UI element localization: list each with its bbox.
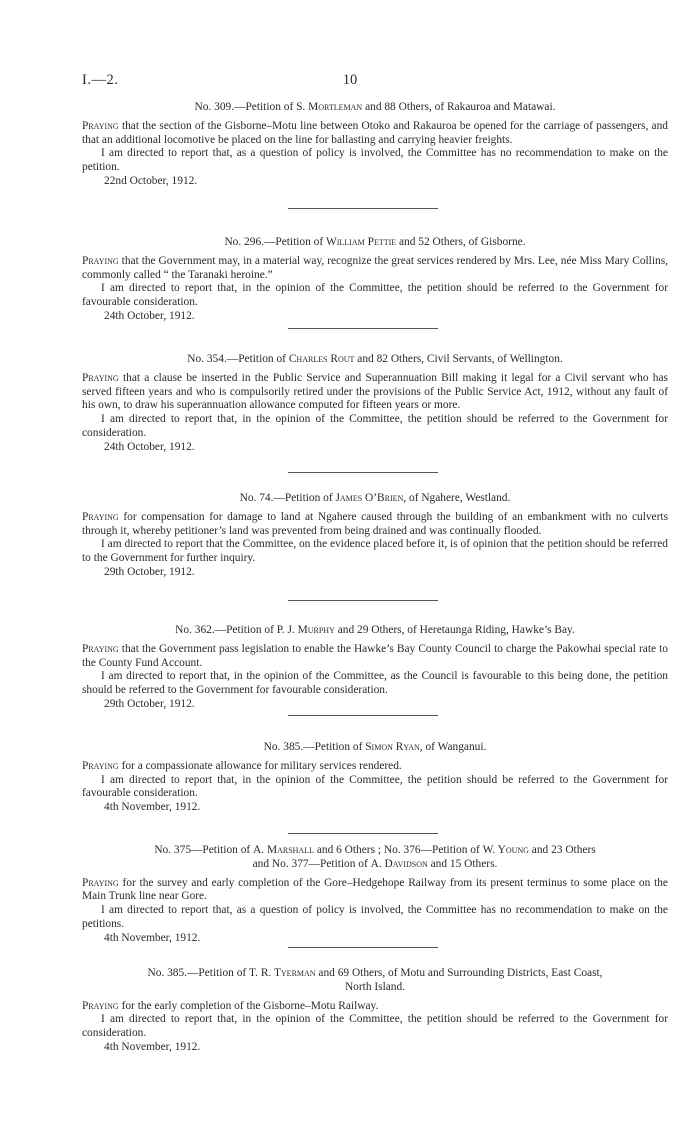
- petitioner-name: Simon Ryan: [365, 741, 420, 753]
- petition-title: No. 375—Petition of A. Marshall and 6 Others ; No. 376—Petition of W. Young and 23 Others: [154, 844, 596, 856]
- petition-title: No. 385.—Petition of Simon Ryan, of Wanganui.: [263, 741, 487, 753]
- petition-date: 4th November, 1912.: [104, 1040, 201, 1053]
- petition-title: No. 309.—Petition of S. Mortleman and 88 Others, of Rakauroa and Matawai.: [194, 101, 556, 113]
- petitioner-name: T. R. Tyerman: [249, 967, 316, 979]
- petitioner-name: P. J. Murphy: [276, 624, 335, 636]
- section-divider: [288, 833, 438, 834]
- praying-paragraph: Praying for the survey and early completion of the Gore–Hedgehope Railway from its present terminus to some place on the Main Trunk line near Gore.: [82, 876, 668, 903]
- petition-date: 24th October, 1912.: [104, 440, 195, 453]
- page-number: 10: [342, 72, 358, 88]
- petition-title-continued: and No. 377—Petition of A. Davidson and 15 Others.: [252, 857, 498, 870]
- petition-title-continued: North Island.: [344, 980, 406, 993]
- petition-entry: [82, 741, 668, 815]
- petition-entry: [82, 624, 668, 712]
- section-divider: [288, 600, 438, 601]
- petitioner-name: William Pettie: [326, 236, 397, 248]
- report-paragraph: I am directed to report that the Committee, on the evidence placed before it, is of opinion that the petition should be referred to the Government for further inquiry.: [82, 538, 668, 565]
- report-paragraph: I am directed to report that, as a question of policy is involved, the Committee has no recommendation to make on the petitions.: [82, 904, 668, 930]
- petitioner-name: W. Young: [482, 844, 529, 856]
- petitioner-name: A. Davidson: [370, 857, 428, 870]
- petition-entry: [82, 353, 668, 455]
- report-paragraph: I am directed to report that, in the opinion of the Committee, the petition should be referred to the Government for consideration.: [82, 1013, 668, 1040]
- section-divider: [288, 715, 438, 716]
- petition-date: 29th October, 1912.: [104, 565, 195, 578]
- petitioner-name: S. Mortleman: [296, 101, 363, 113]
- report-paragraph: I am directed to report that, as a question of policy is involved, the Committee has no recommendation to make on the petition.: [82, 147, 668, 174]
- petition-title: No. 362.—Petition of P. J. Murphy and 29 Others, of Heretaunga Riding, Hawke’s Bay.: [175, 624, 575, 636]
- petition-title: No. 385.—Petition of T. R. Tyerman and 69 Others, of Motu and Surrounding Districts, East Coast,: [147, 967, 603, 979]
- petition-date: 4th November, 1912.: [104, 931, 201, 944]
- petitioner-name: James O’Brien: [335, 492, 404, 504]
- section-divider: [288, 328, 438, 329]
- petition-title: No. 74.—Petition of James O’Brien, of Ngahere, Westland.: [239, 492, 511, 504]
- petition-date: 22nd October, 1912.: [104, 174, 198, 187]
- report-paragraph: I am directed to report that, in the opinion of the Committee, the petition should be referred to the Government for favourable consideration.: [82, 773, 668, 800]
- petition-date: 29th October, 1912.: [104, 697, 195, 710]
- petition-entry: [82, 844, 668, 946]
- praying-paragraph: Praying for the early completion of the Gisborne–Motu Railway.: [82, 999, 379, 1012]
- petition-entry: [82, 236, 668, 324]
- petition-entry: [82, 492, 668, 580]
- petition-title: No. 296.—Petition of William Pettie and 52 Others, of Gisborne.: [224, 236, 526, 248]
- section-divider: [288, 947, 438, 948]
- section-divider: [288, 208, 438, 209]
- praying-paragraph: Praying that a clause be inserted in the Public Service and Superannuation Bill making it legal for a Civil servant who has served fifteen years and who is compulsorily retired under the provisions of the Public Service Act, 1912, without any fault of his own, to draw his superannuation allowance computed for fifteen years or more.: [82, 371, 668, 412]
- praying-paragraph: Praying that the section of the Gisborne–Motu line between Otoko and Rakauroa be opened for the carriage of passengers, and that an additional locomotive be placed on the line for ballasting and carrying heavier freights.: [82, 119, 668, 146]
- report-paragraph: I am directed to report that, in the opinion of the Committee, the petition should be referred to the Government for consideration.: [82, 413, 668, 439]
- section-reference: I.—2.: [82, 72, 119, 88]
- petition-title: No. 354.—Petition of Charles Rout and 82 Others, Civil Servants, of Wellington.: [187, 353, 563, 365]
- praying-paragraph: Praying for a compassionate allowance for military services rendered.: [82, 759, 402, 772]
- petition-entry: [82, 101, 668, 189]
- report-paragraph: I am directed to report that, in the opinion of the Committee, the petition should be referred to the Government for favourable consideration.: [82, 282, 668, 309]
- section-divider: [288, 472, 438, 473]
- petitioner-name: Charles Rout: [288, 353, 355, 365]
- praying-paragraph: Praying that the Government pass legislation to enable the Hawke’s Bay County Council to charge the Pakowhai special rate to the County Fund Account.: [82, 642, 668, 669]
- praying-paragraph: Praying for compensation for damage to land at Ngahere caused through the building of an embankment with no culverts through it, whereby petitioner’s land was prevented from being drained and was continually flooded.: [82, 510, 668, 537]
- report-paragraph: I am directed to report that, in the opinion of the Committee, as the Council is favourable to this being done, the petition should be referred to the Government for favourable consideration.: [82, 670, 668, 697]
- petition-date: 4th November, 1912.: [104, 801, 201, 814]
- petition-entry: [82, 967, 668, 1055]
- petition-date: 24th October, 1912.: [104, 309, 195, 322]
- praying-paragraph: Praying that the Government may, in a material way, recognize the great services rendered by Mrs. Lee, née Miss Mary Collins, commonly called “ the Taranaki heroine.”: [82, 254, 668, 281]
- petitioner-name: A. Marshall: [253, 844, 314, 856]
